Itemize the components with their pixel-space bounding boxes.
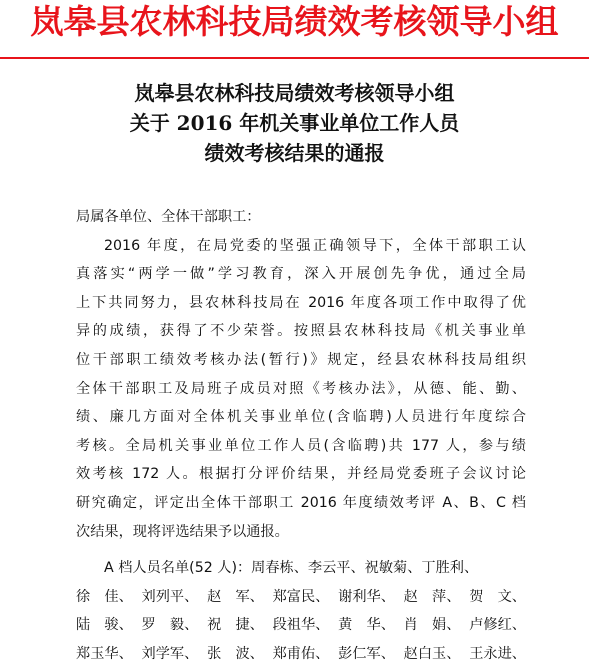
paragraph-line: 研究确定，评定出全体干部职工 2016 年度绩效考评 A、B、C 档 [76,494,526,511]
letterhead [0,0,589,42]
person-name: 祝 捷、 [207,617,264,634]
paragraph-line: 次结果，现将评选结果予以通报。 [76,523,289,540]
paragraph-line: 全体干部职工及局班子成员对照《考核办法》，从德、能、勤、 [76,380,526,397]
a-list-names [76,583,526,669]
person-name: 赵 萍、 [403,588,461,605]
person-name: 彭仁军、 [338,645,395,662]
letterhead-title: 岚皋县农林科技局绩效考核领导小组 [30,2,559,41]
paragraph-line: 考核。全局机关事业单位工作人员(含临聘)共 177 人，参与绩 [76,437,526,454]
red-divider-line [0,57,589,59]
person-name: 张 波、 [207,645,264,662]
paragraph-line: 真落实“两学一做”学习教育，深入开展创先争优，通过全局 [76,266,526,283]
person-name: 黄 华、 [338,617,395,634]
person-name: 陆 骏、 [76,617,133,634]
paragraph-line: 2016 年度，在局党委的坚强正确领导下，全体干部职工认 [104,237,526,254]
person-name: 郑富民、 [272,588,330,605]
name-row [76,583,526,612]
person-name: 卢修红、 [469,617,526,634]
salutation: 局属各单位、全体干部职工： [76,209,261,225]
person-name: 段祖华、 [272,617,330,634]
paragraph-line: 异的成绩，获得了不少荣誉。按照县农林科技局《机关事业单 [76,323,526,340]
name-row [76,640,526,669]
paragraph-line: 上下共同努力，县农林科技局在 2016 年度各项工作中取得了优 [76,294,526,311]
person-name: 郑玉华、 [76,645,133,662]
main-paragraph [76,232,526,547]
paragraph-line: 位干部职工绩效考核办法(暂行)》规定，经县农林科技局组织 [76,351,526,368]
a-list-heading: A 档人员名单(52 人)：周春栋、李云平、祝敏菊、丁胜利、 [104,560,479,577]
document-title-line-1: 岚皋县农林科技局绩效考核领导小组 [134,81,455,105]
person-name: 赵白玉、 [403,645,461,662]
document-body [76,203,526,669]
person-name: 刘学军、 [141,645,199,662]
person-name: 刘列平、 [141,588,199,605]
document-title [0,78,589,168]
person-name: 谢利华、 [338,588,395,605]
person-name: 贺 文、 [469,588,526,605]
person-name: 罗 毅、 [141,617,199,634]
person-name: 肖 娟、 [403,617,461,634]
person-name: 徐 佳、 [76,588,133,605]
person-name: 王永进、 [469,645,526,662]
paragraph-line: 效考核 172 人。根据打分评价结果，并经局党委班子会议讨论 [76,466,526,483]
name-row [76,611,526,640]
person-name: 赵 军、 [207,588,264,605]
person-name: 郑甫佑、 [272,645,330,662]
document-title-line-3: 绩效考核结果的通报 [204,141,385,165]
paragraph-line: 绩、廉几方面对全体机关事业单位(含临聘)人员进行年度综合 [76,409,526,426]
document-title-line-2: 关于 2016 年机关事业单位工作人员 [129,111,460,135]
